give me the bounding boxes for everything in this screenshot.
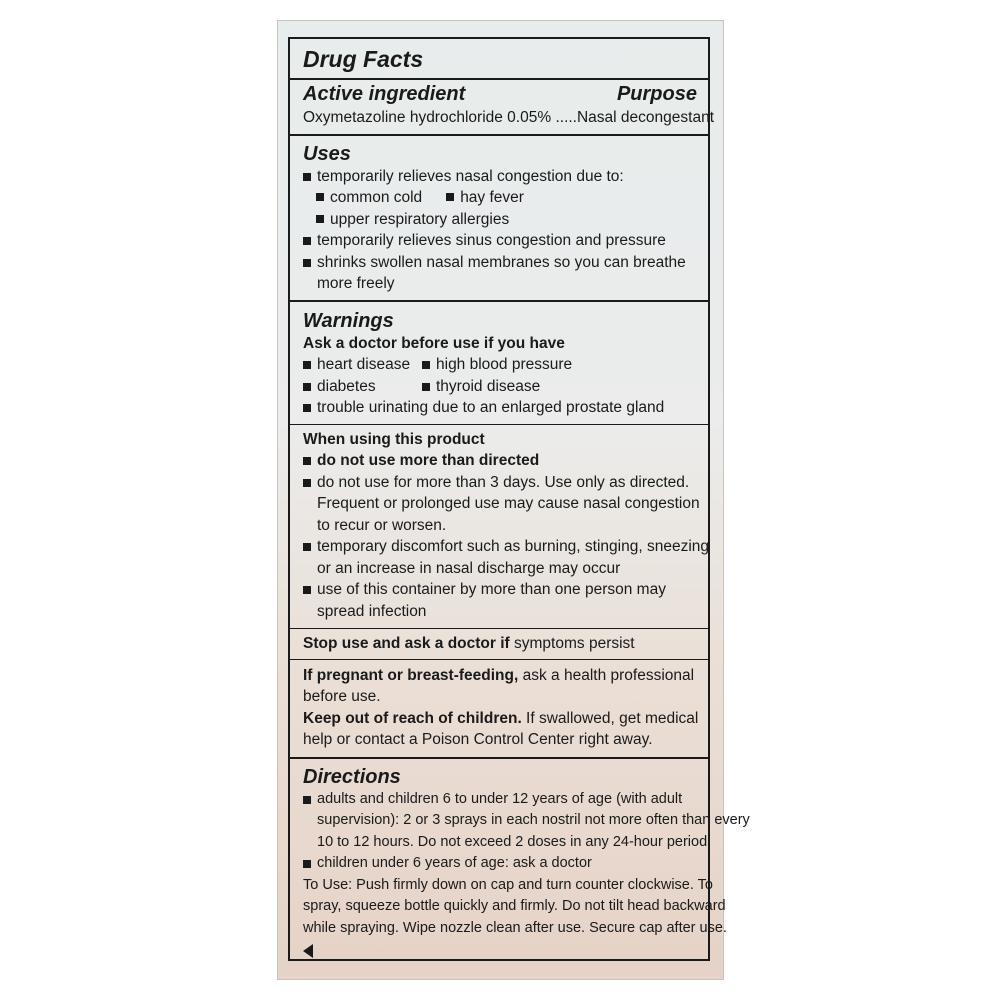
purpose-heading: Purpose <box>616 83 697 105</box>
list-item: upper respiratory allergies <box>303 209 697 231</box>
square-bullet-icon <box>303 479 311 487</box>
square-bullet-icon <box>303 404 311 412</box>
list-item: use of this container by more than one person may <box>303 579 697 601</box>
ingredient-name: Oxymetazoline hydrochloride 0.05% <box>303 109 552 126</box>
square-bullet-icon <box>303 383 311 391</box>
square-bullet-icon <box>422 383 430 391</box>
when-using-heading: When using this product <box>303 430 485 448</box>
list-item: trouble urinating due to an enlarged prostate gland <box>303 397 697 419</box>
square-bullet-icon <box>303 237 311 245</box>
conditions-row <box>303 354 697 376</box>
square-bullet-icon <box>303 543 311 551</box>
list-item-continued: Frequent or prolonged use may cause nasal congestion <box>317 495 700 512</box>
list-item-continued: more freely <box>317 275 395 292</box>
list-item-continued: to recur or worsen. <box>317 516 447 534</box>
square-bullet-icon <box>316 215 324 223</box>
active-ingredient-header <box>303 82 697 106</box>
list-item: high blood pressure <box>422 354 572 376</box>
square-bullet-icon <box>422 361 430 369</box>
list-item: adults and children 6 to under 12 years of age (with adult <box>303 789 697 811</box>
ingredient-purpose: .....Nasal decongestant <box>555 109 714 126</box>
list-item: thyroid disease <box>422 376 540 398</box>
warnings-heading: Warnings <box>303 309 394 332</box>
uses-heading: Uses <box>303 142 351 165</box>
to-use-line: To Use: Push firmly down on cap and turn counter clockwise. To <box>303 876 713 893</box>
to-use-line: while spraying. Wipe nozzle clean after use. Secure cap after use. <box>303 919 727 936</box>
list-item: shrinks swollen nasal membranes so you can breathe <box>303 252 697 274</box>
keep-out-line-2: help or contact a Poison Control Center right away. <box>303 731 653 748</box>
list-item: common cold hay fever <box>303 187 697 209</box>
square-bullet-icon <box>303 860 311 868</box>
list-item-continued: 10 to 12 hours. Do not exceed 2 doses in any 24-hour period. <box>317 833 712 850</box>
conditions-row <box>303 376 697 398</box>
pregnancy-line: If pregnant or breast-feeding, ask a health professional <box>303 666 695 684</box>
square-bullet-icon <box>316 193 324 201</box>
square-bullet-icon <box>303 796 311 804</box>
left-arrow-icon <box>303 944 313 958</box>
square-bullet-icon <box>303 259 311 267</box>
list-item-continued: or an increase in nasal discharge may occur <box>317 559 621 577</box>
list-item: temporary discomfort such as burning, stinging, sneezing <box>303 536 697 558</box>
list-item: heart disease <box>303 354 422 376</box>
list-item: temporarily relieves nasal congestion due to: <box>303 166 697 188</box>
square-bullet-icon <box>446 193 454 201</box>
drug-facts-title: Drug Facts <box>303 46 424 72</box>
list-item: do not use more than directed <box>303 450 697 472</box>
square-bullet-icon <box>303 173 311 181</box>
list-item: do not use for more than 3 days. Use only as directed. <box>303 472 697 494</box>
drug-facts-panel <box>288 37 750 961</box>
to-use-line: spray, squeeze bottle quickly and firmly. Do not tilt head backward <box>303 898 726 914</box>
pregnancy-line-2: before use. <box>303 688 381 705</box>
square-bullet-icon <box>303 361 311 369</box>
directions-heading: Directions <box>303 765 401 788</box>
list-item-continued: spread infection <box>317 602 427 620</box>
stop-use-line: Stop use and ask a doctor if symptoms persist <box>303 635 635 652</box>
divider <box>290 78 708 80</box>
square-bullet-icon <box>303 586 311 594</box>
square-bullet-icon <box>303 457 311 465</box>
active-ingredient-row <box>303 107 714 129</box>
list-item: children under 6 years of age: ask a doctor <box>303 853 697 875</box>
list-item: temporarily relieves sinus congestion and pressure <box>303 230 697 252</box>
active-ingredient-heading: Active ingredient <box>303 83 466 105</box>
list-item: diabetes <box>303 376 422 398</box>
list-item-continued: supervision): 2 or 3 sprays in each nostril not more often than every <box>317 812 750 828</box>
keep-out-line: Keep out of reach of children. If swallowed, get medical <box>303 709 699 727</box>
ask-doctor-heading: Ask a doctor before use if you have <box>303 334 565 352</box>
